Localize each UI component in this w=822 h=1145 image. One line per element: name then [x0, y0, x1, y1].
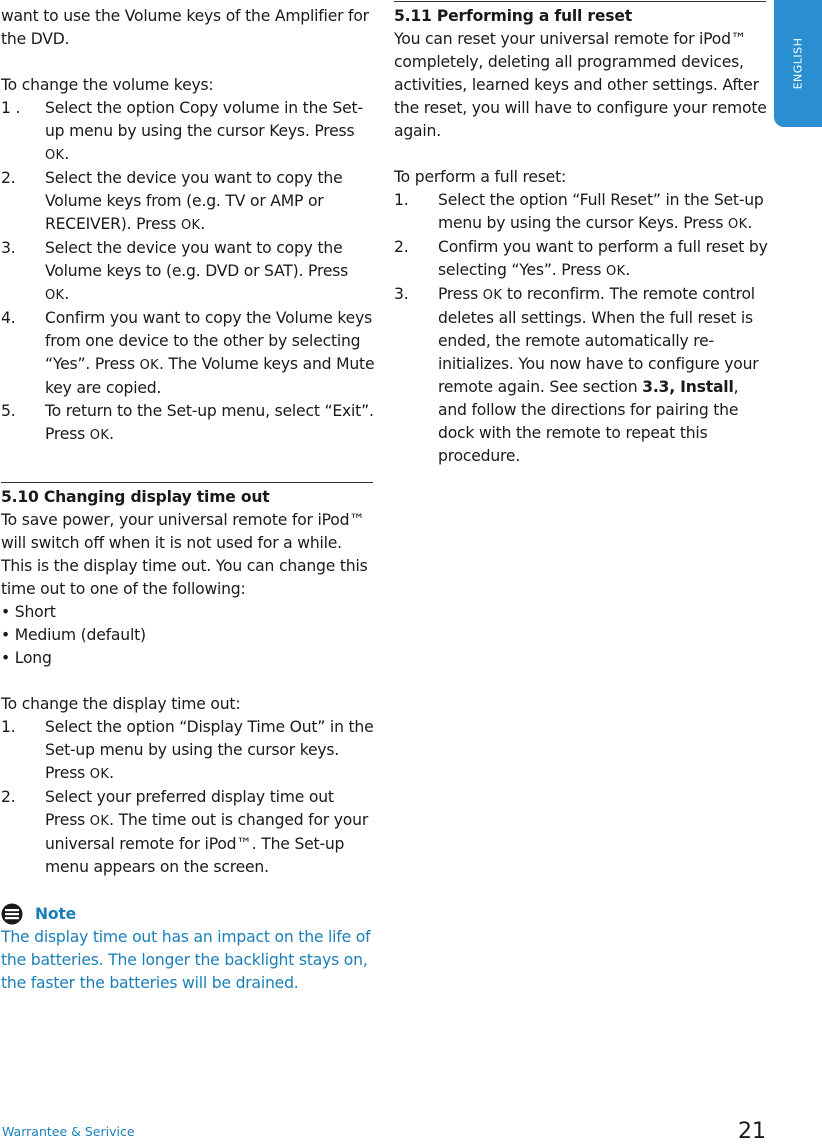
language-label: ENGLISH — [791, 37, 805, 90]
step-number: 2. — [394, 238, 409, 256]
ok-key-label: OK — [606, 264, 626, 279]
ok-key-label: OK — [89, 767, 110, 782]
step-text: Select the device you want to copy the Volume keys to (e.g. DVD or SAT). Press OK. — [45, 239, 349, 303]
reset-steps-list — [394, 189, 768, 468]
list-item — [1, 716, 375, 786]
step-text: Select the option “Full Reset” in the Set-up menu by using the cursor Keys. Press OK. — [438, 191, 764, 232]
step-number: 1. — [394, 191, 409, 209]
timeout-steps-list — [1, 716, 375, 879]
step-text: Press OK to reconfirm. The remote control deletes all settings. When the full reset is ended, the remote automatically re-initializes. You now have to configure your remote again. See section 3.3, Install, and follow the directions for pairing the dock with the remote to repeat this procedure. — [438, 285, 759, 465]
ok-key-label: OK — [728, 217, 748, 232]
step-number: 3. — [394, 285, 409, 303]
list-item — [1, 786, 375, 879]
ok-key-label: OK — [89, 428, 110, 443]
language-tab — [774, 0, 822, 127]
steps-intro: To perform a full reset: — [394, 168, 567, 186]
note-header — [1, 902, 375, 926]
step-number: 2. — [1, 788, 16, 806]
list-item — [394, 236, 768, 283]
list-item — [394, 283, 768, 468]
list-item — [394, 189, 768, 236]
ok-key-label: OK — [180, 218, 201, 233]
left-column — [1, 0, 375, 447]
ok-key-label: OK — [482, 288, 503, 303]
step-text: Select the device you want to copy the Volume keys from (e.g. TV or AMP or RECEIVER). Press OK. — [45, 169, 343, 233]
section-divider — [394, 1, 766, 2]
volume-steps-list — [1, 97, 375, 447]
timeout-options-list — [1, 601, 375, 670]
step-number: 3. — [1, 239, 16, 257]
section-heading: 5.10 Changing display time out — [1, 488, 270, 506]
section-510 — [1, 486, 375, 995]
step-number: 1 . — [1, 99, 21, 117]
section-reference: 3.3, Install — [642, 378, 734, 396]
step-text: Confirm you want to copy the Volume keys from one device to the other by selecting “Yes”. Press OK. The Volume keys and Mute key are copied. — [45, 309, 375, 397]
list-item — [1, 167, 375, 237]
ok-key-label: OK — [45, 148, 65, 163]
steps-intro: To change the display time out: — [1, 695, 241, 713]
section-511 — [394, 5, 768, 468]
note-text: The display time out has an impact on the life of the batteries. The longer the backlight stays on, the faster the batteries will be drained. — [1, 928, 371, 992]
section-heading: 5.11 Performing a full reset — [394, 7, 633, 25]
list-item — [1, 307, 375, 400]
list-item: • Medium (default) — [1, 626, 146, 644]
list-item — [1, 400, 375, 447]
step-text: To return to the Set-up menu, select “Exit”. Press OK. — [45, 402, 374, 443]
step-text: Select your preferred display time out Press OK. The time out is changed for your universal remote for iPod™. The Set-up menu appears on the screen. — [45, 788, 369, 876]
step-number: 1. — [1, 718, 16, 736]
list-item: • Long — [1, 649, 52, 667]
section-intro: To save power, your universal remote for iPod™ will switch off when it is not used for a while. This is the display time out. You can change this time out to one of the following: — [1, 511, 368, 598]
step-text: Confirm you want to perform a full reset by selecting “Yes”. Press OK. — [438, 238, 768, 279]
list-item — [1, 237, 375, 307]
note-icon — [1, 903, 23, 925]
step-text: Select the option “Display Time Out” in the Set-up menu by using the cursor keys. Press OK. — [45, 718, 374, 782]
list-item: • Short — [1, 603, 56, 621]
footer-section-label: Warrantee & Serivice — [2, 1124, 135, 1139]
ok-key-label: OK — [139, 358, 159, 373]
step-number: 4. — [1, 309, 16, 327]
ok-key-label: OK — [89, 814, 110, 829]
list-item — [1, 97, 375, 167]
step-number: 5. — [1, 402, 16, 420]
page-number: 21 — [738, 1119, 766, 1144]
ok-key-label: OK — [45, 288, 65, 303]
intro-text: want to use the Volume keys of the Amplifier for the DVD. — [1, 7, 369, 48]
section-divider — [1, 482, 373, 483]
step-number: 2. — [1, 169, 16, 187]
section-intro: You can reset your universal remote for iPod™ completely, deleting all programmed devices, activities, learned keys and other settings. After the reset, you will have to configure your remote again. — [394, 30, 767, 140]
note-title: Note — [35, 904, 76, 923]
volume-steps-intro: To change the volume keys: — [1, 76, 214, 94]
step-text: Select the option Copy volume in the Set-up menu by using the cursor Keys. Press OK. — [45, 99, 363, 163]
